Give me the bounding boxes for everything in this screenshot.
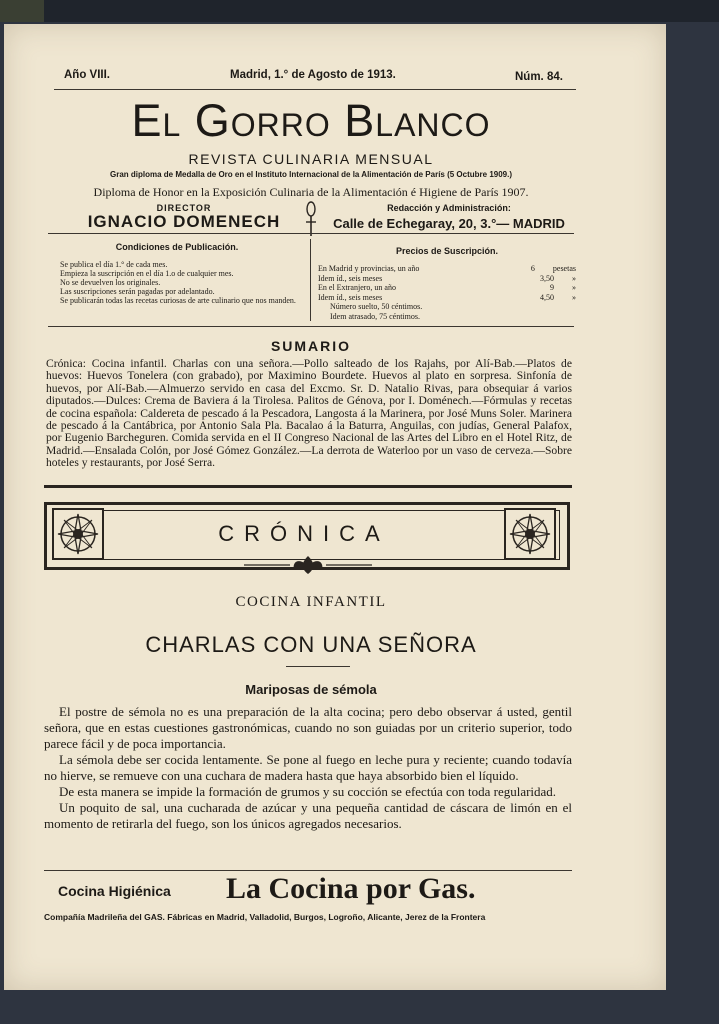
award-medal: Gran diploma de Medalla de Oro en el Instituto Internacional de la Alimentación de París (5 Octubre 1909.) [109,170,513,179]
ad-brand: La Cocina por Gas. [226,872,476,905]
fleuron-icon [244,552,372,578]
summary-title: SUMARIO [270,338,352,354]
administration-label: Redacción y Administración: [387,203,511,213]
back-issue-price: Idem atrasado, 75 céntimos. [330,311,420,321]
headline-rule [286,666,350,667]
director-label: DIRECTOR [156,203,212,213]
ad-label: Cocina Higiénica [58,883,171,899]
issue-date: Madrid, 1.° de Agosto de 1913. [230,69,396,81]
price-row: En Madrid y provincias, un año 6 pesetas [318,264,576,273]
section-title: COCINA INFANTIL [235,594,387,610]
article-paragraph: El postre de sémola no es una preparación de la alta cocina; pero debo observar á usted, gentil señora, que en estas cuestiones gastronómicas, cuando no son guiadas por un criterio superior, todo parece fácil y de poca importancia. [44,704,572,751]
award-diploma: Diploma de Honor en la Exposición Culinaria de la Alimentación é Higiene de París 1907. [93,185,529,199]
price-row: Idem íd., seis meses 3,50 » [318,273,576,283]
single-issue-price: Número suelto, 50 céntimos. [330,302,423,311]
rose-ornament-icon [52,508,104,560]
column-divider [310,239,311,321]
price-row: Idem íd., seis meses 4,50 » [318,292,576,302]
issue-year: Año VIII. [64,69,110,81]
administration-address: Calle de Echegaray, 20, 3.°— MADRID [333,216,565,231]
article-subheading: Mariposas de sémola [245,682,377,697]
article-body [44,704,572,832]
prices-title: Precios de Suscripción. [395,246,499,256]
rose-ornament-icon [504,508,556,560]
conditions-list [48,260,306,305]
cronica-banner-title: CRÓNICA [218,521,390,546]
conditions-line: No se devuelven los originales. [60,278,161,287]
summary-text: Crónica: Cocina infantil. Charlas con una señora.—Pollo salteado de los Rajahs, por Alí-Bab.—Platos de huevos: Huevos Tonelera (con grabado), por Maximino Bourdete. Huevos al plato en sorpresa. Sinfonía de huevos, por Alí-Bab.—Almuerzo servido en casa del Excmo. Sr. D. Natalio Rivas, para obsequiar á varios diputados.—Dulces: Crema de Baviera á la Tirolesa. Palitos de Génova, por I. Doménech.—Fórmulas y recetas de cocina española: Caldereta de pescado á la Pescadora, Langosta á la Marinera, por José Muns Soler. Marinera de pescado á la Cantábrica, por Antonio Sala Pla. Bacalao á la Baturra, Anguilas, con judías, General Palafox, por Eugenio Barcheguren. Comida servida en el II Congreso Nacional de las Artes del Libro en el Hotel Ritz, de Madrid.—Ensalada Colón, por José Gómez González.—La derrota de Waterloo por un vaso de cerveza.—Sobre hoteles y restaurants, por José Serra. [46,357,572,470]
ad-rule [44,870,572,871]
summary-rule [48,326,574,327]
scan-edge [0,0,719,22]
masthead-subtitle: REVISTA CULINARIA MENSUAL [188,151,434,167]
summary-bottom-rule [44,485,572,488]
conditions-line: Se publica el día 1.° de cada mes. [60,260,168,269]
conditions-title: Condiciones de Publicación. [115,242,239,252]
ad-company: Compañía Madrileña del GAS. Fábricas en Madrid, Valladolid, Burgos, Logroño, Alicante, Jerez de la Frontera [44,912,486,922]
conditions-line: Se publicarán todas las recetas curiosas de arte culinario que nos manden. [60,296,296,305]
masthead-title: El Gorro Blanco [131,95,491,146]
conditions-line: Empieza la suscripción en el día 1.o de cualquier mes. [60,269,234,278]
conditions-line: Las suscripciones serán pagadas por adelantado. [60,287,215,296]
header-rule [54,89,576,90]
issue-number: Núm. 84. [515,71,563,83]
article-paragraph: Un poquito de sal, una cucharada de azúcar y una pequeña cantidad de cáscara de limón en el momento de retirarla del fuego, son los únicos agregados necesarios. [44,800,572,831]
article-headline: CHARLAS CON UNA SEÑORA [145,632,477,657]
magazine-page [4,24,666,990]
prices-table [318,264,576,321]
info-rule [48,233,574,234]
article-paragraph: De esta manera se impide la formación de grumos y su cocción se efectúa con toda regularidad. [59,784,557,799]
director-name: IGNACIO DOMENECH [87,212,281,231]
price-row: En el Extranjero, un año 9 » [318,283,576,292]
article-paragraph: La sémola debe ser cocida lentamente. Se pone al fuego en leche pura y reciente; cuando todavía no hierve, se remueve con una cuchara de madera hasta que haya absorbido bien el líquido. [44,752,572,783]
